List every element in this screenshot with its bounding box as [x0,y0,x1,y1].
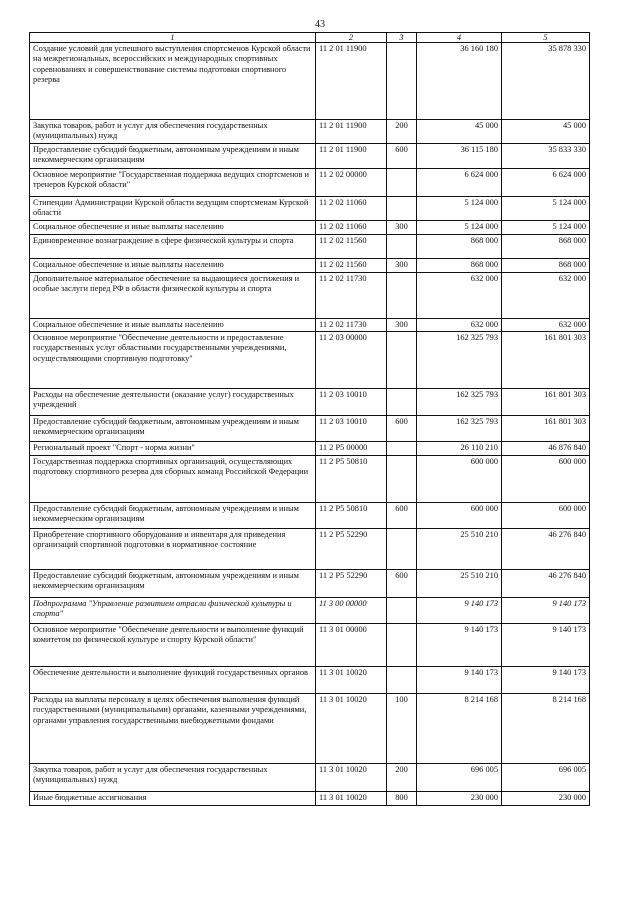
row-code: 11 2 01 11900 [316,144,387,169]
row-sum-year-2: 9 140 173 [502,624,590,667]
row-sum-year-2: 230 000 [502,792,590,806]
row-expense-type [387,169,417,197]
table-row-subprogram [30,598,590,624]
row-code: 11 3 01 00000 [316,624,387,667]
row-expense-type [387,235,417,259]
header-row [30,33,590,43]
row-sum-year-2: 35 878 330 [502,43,590,120]
row-sum-year-1: 36 160 180 [417,43,502,120]
row-sum-year-2: 9 140 173 [502,667,590,694]
row-sum-year-1: 600 000 [417,503,502,529]
row-name: Приобретение спортивного оборудования и инвентаря для приведения организаций спортивной подготовки в нормативное состояние [30,529,316,570]
row-expense-type [387,43,417,120]
header-col-5: 5 [502,33,590,43]
row-sum-year-2: 868 000 [502,259,590,273]
row-sum-year-1: 25 510 210 [417,529,502,570]
row-code: 11 2 02 11560 [316,235,387,259]
row-code: 11 2 02 11730 [316,319,387,332]
header-col-3: 3 [387,33,417,43]
row-name: Обеспечение деятельности и выполнение функций государственных органов [30,667,316,694]
table-row [30,221,590,235]
row-code: 11 2 03 10010 [316,389,387,416]
table-row [30,273,590,319]
row-sum-year-1: 868 000 [417,259,502,273]
row-code: 11 2 02 11560 [316,259,387,273]
row-expense-type: 300 [387,221,417,235]
row-expense-type: 300 [387,319,417,332]
row-code: 11 2 03 00000 [316,332,387,389]
row-name: Иные бюджетные ассигнования [30,792,316,806]
row-sum-year-2: 45 000 [502,120,590,144]
row-sum-year-2: 46 276 840 [502,570,590,598]
row-expense-type: 600 [387,416,417,442]
row-name: Единовременное вознаграждение в сфере физической культуры и спорта [30,235,316,259]
table-row [30,169,590,197]
row-expense-type [387,667,417,694]
row-sum-year-1: 696 005 [417,764,502,792]
row-sum-year-2: 632 000 [502,273,590,319]
table-row [30,792,590,806]
row-code: 11 2 Р5 52290 [316,529,387,570]
row-code: 11 2 01 11900 [316,120,387,144]
row-sum-year-2: 6 624 000 [502,169,590,197]
row-name: Стипендии Администрации Курской области ведущим спортсменам Курской области [30,197,316,221]
row-code: 11 3 01 10020 [316,667,387,694]
row-name: Создание условий для успешного выступления спортсменов Курской области на межрегиональных, всероссийских и международных спортивных соревнованиях и совершенствование системы подготовки спортивного резерва [30,43,316,120]
row-sum-year-2: 600 000 [502,456,590,503]
row-sum-year-2: 5 124 000 [502,221,590,235]
row-sum-year-2: 161 801 303 [502,389,590,416]
row-sum-year-1: 5 124 000 [417,221,502,235]
row-name: Государственная поддержка спортивных организаций, осуществляющих подготовку спортивного резерва для сборных команд Российской Федерации [30,456,316,503]
row-sum-year-1: 8 214 168 [417,694,502,764]
row-sum-year-2: 600 000 [502,503,590,529]
table-row [30,503,590,529]
row-code: 11 2 02 11060 [316,197,387,221]
row-sum-year-2: 161 801 303 [502,332,590,389]
row-code: 11 3 01 10020 [316,792,387,806]
row-name: Основное мероприятие "Государственная поддержка ведущих спортсменов и тренеров Курской области" [30,169,316,197]
row-expense-type [387,598,417,624]
row-expense-type: 200 [387,764,417,792]
table-row [30,456,590,503]
row-expense-type [387,456,417,503]
row-sum-year-1: 36 115 180 [417,144,502,169]
table-row [30,259,590,273]
row-sum-year-1: 9 140 173 [417,667,502,694]
row-name: Дополнительное материальное обеспечение за выдающиеся достижения и особые заслуги перед РФ в области физической культуры и спорта [30,273,316,319]
row-name: Закупка товаров, работ и услуг для обеспечения государственных (муниципальных) нужд [30,120,316,144]
row-expense-type [387,273,417,319]
row-name: Предоставление субсидий бюджетным, автономным учреждениям и иным некоммерческим организациям [30,570,316,598]
row-sum-year-1: 5 124 000 [417,197,502,221]
table-row [30,197,590,221]
header-col-4: 4 [417,33,502,43]
row-sum-year-1: 162 325 793 [417,389,502,416]
table-row [30,570,590,598]
row-sum-year-1: 162 325 793 [417,332,502,389]
table-row [30,416,590,442]
row-code: 11 2 Р5 00000 [316,442,387,456]
row-expense-type: 800 [387,792,417,806]
row-sum-year-1: 230 000 [417,792,502,806]
row-sum-year-2: 9 140 173 [502,598,590,624]
row-sum-year-1: 25 510 210 [417,570,502,598]
table-row [30,764,590,792]
row-code: 11 2 02 00000 [316,169,387,197]
row-expense-type: 300 [387,259,417,273]
row-name: Закупка товаров, работ и услуг для обеспечения государственных (муниципальных) нужд [30,764,316,792]
table-row [30,144,590,169]
row-sum-year-2: 868 000 [502,235,590,259]
table-row [30,43,590,120]
row-sum-year-2: 8 214 168 [502,694,590,764]
row-code: 11 2 Р5 52290 [316,570,387,598]
row-name: Социальное обеспечение и иные выплаты населению [30,319,316,332]
row-sum-year-1: 9 140 173 [417,598,502,624]
table-row [30,120,590,144]
row-sum-year-1: 162 325 793 [417,416,502,442]
row-sum-year-1: 632 000 [417,319,502,332]
row-name: Основное мероприятие "Обеспечение деятельности и выполнение функций комитетом по физической культуре и спорту Курской области" [30,624,316,667]
row-expense-type [387,624,417,667]
budget-table [29,32,590,806]
table-row [30,389,590,416]
row-name: Социальное обеспечение и иные выплаты населению [30,259,316,273]
row-sum-year-2: 632 000 [502,319,590,332]
row-code: 11 2 03 10010 [316,416,387,442]
row-name: Предоставление субсидий бюджетным, автономным учреждениям и иным некоммерческим организациям [30,144,316,169]
header-col-1: 1 [30,33,316,43]
row-code: 11 2 02 11060 [316,221,387,235]
row-sum-year-1: 9 140 173 [417,624,502,667]
row-expense-type: 200 [387,120,417,144]
row-expense-type [387,389,417,416]
row-name: Расходы на выплаты персоналу в целях обеспечения выполнения функций государственными (муниципальными) органами, казенными учреждениями, органами управления государственными внебюджетными фондами [30,694,316,764]
table-row [30,667,590,694]
row-expense-type [387,529,417,570]
row-code: 11 3 01 10020 [316,694,387,764]
row-expense-type [387,332,417,389]
row-code: 11 2 Р5 50810 [316,503,387,529]
row-sum-year-2: 46 276 840 [502,529,590,570]
page-number: 43 [315,19,325,30]
row-expense-type [387,442,417,456]
table-row [30,332,590,389]
row-code: 11 2 02 11730 [316,273,387,319]
row-expense-type: 600 [387,503,417,529]
row-code: 11 3 01 10020 [316,764,387,792]
row-code: 11 3 00 00000 [316,598,387,624]
row-code: 11 2 Р5 50810 [316,456,387,503]
row-sum-year-2: 696 005 [502,764,590,792]
table-row [30,694,590,764]
table-row [30,624,590,667]
row-name: Социальное обеспечение и иные выплаты населению [30,221,316,235]
row-name: Основное мероприятие "Обеспечение деятельности и предоставление государственных услуг областными государственными учреждениями, осуществляющими спортивную подготовку" [30,332,316,389]
row-name: Подпрограмма "Управление развитием отрасли физической культуры и спорта" [30,598,316,624]
row-sum-year-2: 5 124 000 [502,197,590,221]
row-sum-year-1: 26 110 210 [417,442,502,456]
row-sum-year-2: 161 801 303 [502,416,590,442]
header-col-2: 2 [316,33,387,43]
row-sum-year-1: 868 000 [417,235,502,259]
row-sum-year-1: 45 000 [417,120,502,144]
table-row [30,442,590,456]
row-expense-type [387,197,417,221]
row-sum-year-1: 632 000 [417,273,502,319]
row-expense-type: 600 [387,570,417,598]
row-name: Предоставление субсидий бюджетным, автономным учреждениям и иным некоммерческим организациям [30,416,316,442]
row-sum-year-2: 46 876 840 [502,442,590,456]
row-expense-type: 100 [387,694,417,764]
table-row [30,235,590,259]
table-row [30,319,590,332]
row-name: Предоставление субсидий бюджетным, автономным учреждениям и иным некоммерческим организациям [30,503,316,529]
row-name: Региональный проект "Спорт - норма жизни" [30,442,316,456]
row-name: Расходы на обеспечение деятельности (оказание услуг) государственных учреждений [30,389,316,416]
row-sum-year-1: 600 000 [417,456,502,503]
row-sum-year-2: 35 833 330 [502,144,590,169]
row-code: 11 2 01 11900 [316,43,387,120]
table-row [30,529,590,570]
row-sum-year-1: 6 624 000 [417,169,502,197]
row-expense-type: 600 [387,144,417,169]
